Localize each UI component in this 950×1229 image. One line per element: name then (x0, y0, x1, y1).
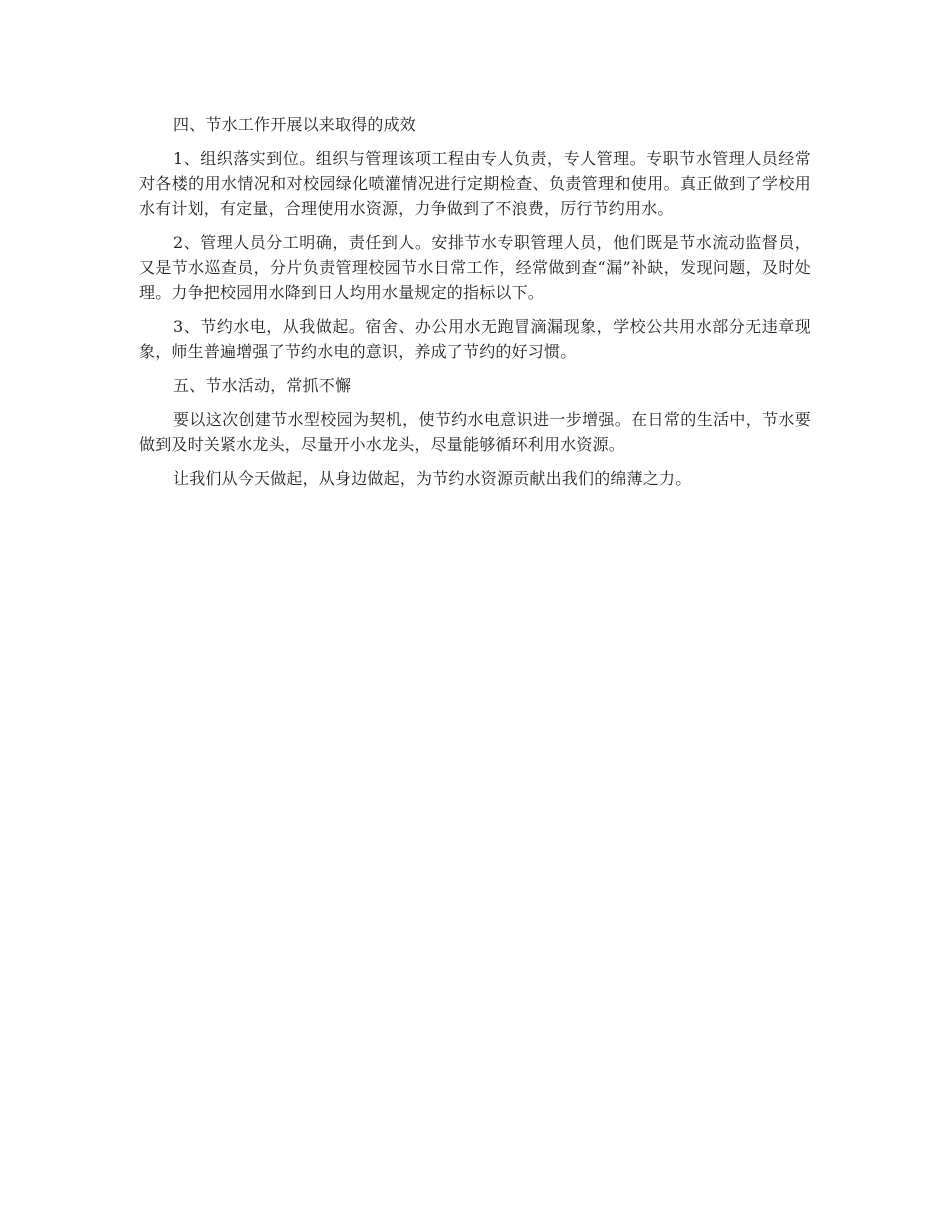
body-paragraph: 3、节约水电，从我做起。宿舍、办公用水无跑冒滴漏现象，学校公共用水部分无违章现象，师生普遍增强了节约水电的意识，养成了节约的好习惯。 (139, 317, 811, 361)
section-heading: 四、节水工作开展以来取得的成效 (173, 115, 417, 134)
document-body (139, 112, 811, 500)
section-heading: 五、节水活动，常抓不懈 (173, 376, 352, 395)
body-paragraph: 2、管理人员分工明确，责任到人。安排节水专职管理人员，他们既是节水流动监督员，又是节水巡查员，分片负责管理校园节水日常工作，经常做到查“漏”补缺，发现问题，及时处理。力争把校园用水降到日人均用水量规定的指标以下。 (139, 233, 811, 302)
closing-paragraph: 让我们从今天做起，从身边做起，为节约水资源贡献出我们的绵薄之力。 (173, 469, 692, 488)
body-paragraph: 要以这次创建节水型校园为契机，使节约水电意识进一步增强。在日常的生活中，节水要做到及时关紧水龙头，尽量开小水龙头，尽量能够循环利用水资源。 (139, 410, 811, 454)
body-paragraph: 1、组织落实到位。组织与管理该项工程由专人负责，专人管理。专职节水管理人员经常对各楼的用水情况和对校园绿化喷灌情况进行定期检查、负责管理和使用。真正做到了学校用水有计划，有定量，合理使用水资源，力争做到了不浪费，厉行节约用水。 (139, 149, 811, 218)
